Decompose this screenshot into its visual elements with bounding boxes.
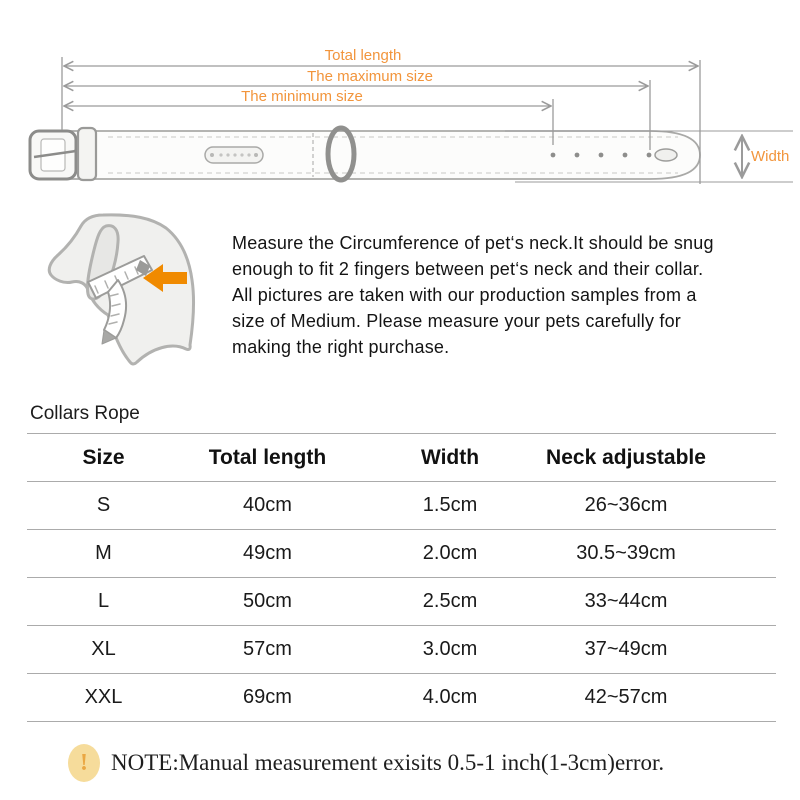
instruction-line: All pictures are taken with our production samples from a — [232, 285, 697, 305]
tip-rivet — [655, 149, 677, 161]
exclamation-glyph: ! — [80, 750, 88, 776]
neck-adjustable-cell: 30.5~39cm — [576, 542, 676, 564]
total-length-cell: 40cm — [243, 494, 292, 516]
column-header-total-length: Total length — [208, 445, 327, 469]
instruction-line: making the right purchase. — [232, 337, 450, 357]
dog-illustration — [40, 210, 200, 368]
width-cell: 3.0cm — [422, 638, 478, 660]
table-row — [27, 578, 776, 626]
instruction-line: size of Medium. Please measure your pets carefully for — [232, 311, 681, 331]
width-cell: 2.5cm — [422, 590, 478, 612]
total-length-cell: 49cm — [243, 542, 292, 564]
neck-adjustable-cell: 26~36cm — [584, 494, 668, 516]
size-cell: XXL — [84, 686, 123, 708]
min-size-label: The minimum size — [241, 88, 363, 105]
exclamation-icon — [68, 744, 100, 782]
column-header-size: Size — [82, 445, 125, 469]
collar-nameplate — [205, 147, 263, 163]
collar-strap — [66, 131, 700, 179]
collar-illustration — [30, 128, 700, 180]
total-length-cell: 57cm — [243, 638, 292, 660]
column-header-width: Width — [420, 445, 480, 469]
table-header-row — [27, 434, 776, 482]
table-row — [27, 626, 776, 674]
neck-adjustable-cell: 33~44cm — [584, 590, 668, 612]
measure-instructions — [232, 230, 777, 360]
width-cell: 1.5cm — [422, 494, 478, 516]
collar-keeper — [78, 128, 96, 180]
max-size-label: The maximum size — [307, 68, 433, 85]
column-header-neck-adjustable: Neck adjustable — [546, 445, 706, 469]
table-row — [27, 674, 776, 722]
measurement-note — [68, 744, 664, 782]
total-length-label: Total length — [324, 47, 402, 64]
collar-buckle — [30, 128, 96, 180]
collar-dimension-diagram — [0, 35, 800, 210]
table-row — [27, 530, 776, 578]
width-cell: 2.0cm — [422, 542, 478, 564]
table-row — [27, 482, 776, 530]
width-cell: 4.0cm — [422, 686, 478, 708]
neck-adjustable-cell: 42~57cm — [584, 686, 668, 708]
size-cell: S — [96, 494, 111, 516]
size-cell: XL — [91, 638, 116, 660]
size-cell: L — [97, 590, 110, 612]
total-length-cell: 69cm — [243, 686, 292, 708]
total-length-cell: 50cm — [243, 590, 292, 612]
instruction-line: Measure the Circumference of pet‘s neck.It should be snug — [232, 233, 714, 253]
width-label: Width — [751, 148, 790, 165]
note-text: NOTE:Manual measurement exisits 0.5-1 inch(1-3cm)error. — [111, 750, 665, 775]
table-caption: Collars Rope — [30, 403, 140, 424]
neck-adjustable-cell: 37~49cm — [584, 638, 668, 660]
size-table — [27, 433, 776, 722]
size-cell: M — [95, 542, 112, 564]
instruction-line: enough to fit 2 fingers between pet‘s neck and their collar. — [232, 259, 704, 279]
